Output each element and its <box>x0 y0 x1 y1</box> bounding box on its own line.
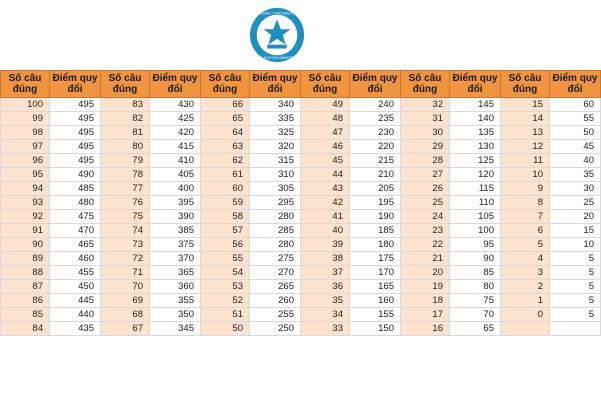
cell-so-cau-dung: 33 <box>301 322 350 336</box>
cell-so-cau-dung: 86 <box>1 294 50 308</box>
header-diem-quy-doi: Điểm quy đổi <box>350 71 401 98</box>
cell-so-cau-dung: 91 <box>1 224 50 238</box>
table-row <box>1 252 601 266</box>
cell-so-cau-dung: 23 <box>401 224 450 238</box>
header-so-cau-dung: Số câu đúng <box>1 71 50 98</box>
cell-diem-quy-doi: 475 <box>50 210 101 224</box>
cell-diem-quy-doi: 15 <box>550 224 601 238</box>
cell-so-cau-dung: 8 <box>501 196 550 210</box>
table-row <box>1 266 601 280</box>
cell-so-cau-dung: 79 <box>101 154 150 168</box>
table-row <box>1 238 601 252</box>
cell-diem-quy-doi: 190 <box>350 210 401 224</box>
table-header-row <box>1 71 601 98</box>
header-so-cau-dung: Số câu đúng <box>201 71 250 98</box>
cell-diem-quy-doi: 65 <box>450 322 501 336</box>
cell-diem-quy-doi: 240 <box>350 98 401 112</box>
cell-diem-quy-doi: 90 <box>450 252 501 266</box>
header-diem-quy-doi: Điểm quy đổi <box>250 71 301 98</box>
cell-so-cau-dung: 28 <box>401 154 450 168</box>
cell-so-cau-dung: 71 <box>101 266 150 280</box>
cell-so-cau-dung: 35 <box>301 294 350 308</box>
cell-so-cau-dung: 45 <box>301 154 350 168</box>
cell-diem-quy-doi: 115 <box>450 182 501 196</box>
cell-diem-quy-doi: 415 <box>150 140 201 154</box>
cell-so-cau-dung: 87 <box>1 280 50 294</box>
cell-diem-quy-doi: 125 <box>450 154 501 168</box>
cell-so-cau-dung: 36 <box>301 280 350 294</box>
cell-so-cau-dung: 73 <box>101 238 150 252</box>
cell-diem-quy-doi: 145 <box>450 98 501 112</box>
cell-diem-quy-doi: 75 <box>450 294 501 308</box>
header-diem-quy-doi: Điểm quy đổi <box>450 71 501 98</box>
cell-so-cau-dung: 22 <box>401 238 450 252</box>
cell-so-cau-dung: 37 <box>301 266 350 280</box>
cell-diem-quy-doi: 155 <box>350 308 401 322</box>
cell-diem-quy-doi: 450 <box>50 280 101 294</box>
cell-diem-quy-doi: 45 <box>550 140 601 154</box>
cell-so-cau-dung: 76 <box>101 196 150 210</box>
cell-so-cau-dung: 4 <box>501 252 550 266</box>
cell-so-cau-dung: 34 <box>301 308 350 322</box>
cell-so-cau-dung: 6 <box>501 224 550 238</box>
cell-so-cau-dung: 15 <box>501 98 550 112</box>
cell-diem-quy-doi: 85 <box>450 266 501 280</box>
university-logo <box>248 6 306 64</box>
cell-so-cau-dung: 49 <box>301 98 350 112</box>
cell-so-cau-dung: 18 <box>401 294 450 308</box>
cell-diem-quy-doi: 430 <box>150 98 201 112</box>
cell-diem-quy-doi: 165 <box>350 280 401 294</box>
cell-so-cau-dung: 72 <box>101 252 150 266</box>
cell-diem-quy-doi: 395 <box>150 196 201 210</box>
cell-diem-quy-doi: 275 <box>250 252 301 266</box>
cell-so-cau-dung: 92 <box>1 210 50 224</box>
cell-so-cau-dung: 31 <box>401 112 450 126</box>
cell-so-cau-dung: 59 <box>201 196 250 210</box>
cell-diem-quy-doi: 20 <box>550 210 601 224</box>
table-row <box>1 168 601 182</box>
cell-so-cau-dung: 40 <box>301 224 350 238</box>
table-row <box>1 294 601 308</box>
cell-so-cau-dung: 97 <box>1 140 50 154</box>
cell-diem-quy-doi: 495 <box>50 154 101 168</box>
cell-so-cau-dung: 20 <box>401 266 450 280</box>
cell-so-cau-dung: 55 <box>201 252 250 266</box>
header-so-cau-dung: Số câu đúng <box>401 71 450 98</box>
cell-diem-quy-doi: 410 <box>150 154 201 168</box>
cell-so-cau-dung <box>501 322 550 336</box>
cell-so-cau-dung: 90 <box>1 238 50 252</box>
cell-diem-quy-doi: 55 <box>550 112 601 126</box>
cell-so-cau-dung: 38 <box>301 252 350 266</box>
cell-so-cau-dung: 78 <box>101 168 150 182</box>
score-conversion-table-wrap <box>0 70 600 334</box>
header-diem-quy-doi: Điểm quy đổi <box>50 71 101 98</box>
cell-diem-quy-doi: 425 <box>150 112 201 126</box>
cell-diem-quy-doi: 215 <box>350 154 401 168</box>
cell-diem-quy-doi: 40 <box>550 154 601 168</box>
cell-so-cau-dung: 75 <box>101 210 150 224</box>
cell-diem-quy-doi: 255 <box>250 308 301 322</box>
table-row <box>1 98 601 112</box>
cell-diem-quy-doi: 95 <box>450 238 501 252</box>
cell-so-cau-dung: 52 <box>201 294 250 308</box>
cell-so-cau-dung: 0 <box>501 308 550 322</box>
cell-diem-quy-doi: 485 <box>50 182 101 196</box>
cell-so-cau-dung: 83 <box>101 98 150 112</box>
cell-diem-quy-doi: 335 <box>250 112 301 126</box>
cell-so-cau-dung: 61 <box>201 168 250 182</box>
cell-so-cau-dung: 47 <box>301 126 350 140</box>
cell-diem-quy-doi: 400 <box>150 182 201 196</box>
cell-diem-quy-doi: 420 <box>150 126 201 140</box>
cell-so-cau-dung: 27 <box>401 168 450 182</box>
cell-diem-quy-doi: 105 <box>450 210 501 224</box>
cell-so-cau-dung: 62 <box>201 154 250 168</box>
cell-diem-quy-doi: 480 <box>50 196 101 210</box>
cell-diem-quy-doi: 285 <box>250 224 301 238</box>
table-row <box>1 210 601 224</box>
cell-so-cau-dung: 68 <box>101 308 150 322</box>
cell-so-cau-dung: 80 <box>101 140 150 154</box>
table-row <box>1 112 601 126</box>
cell-diem-quy-doi: 100 <box>450 224 501 238</box>
cell-so-cau-dung: 94 <box>1 182 50 196</box>
cell-diem-quy-doi: 405 <box>150 168 201 182</box>
cell-so-cau-dung: 77 <box>101 182 150 196</box>
cell-so-cau-dung: 89 <box>1 252 50 266</box>
logo-text-bottom: THAI NGUYEN UNIVERSITY <box>255 56 299 61</box>
cell-so-cau-dung: 25 <box>401 196 450 210</box>
header-so-cau-dung: Số câu đúng <box>501 71 550 98</box>
cell-diem-quy-doi: 260 <box>250 294 301 308</box>
cell-diem-quy-doi: 80 <box>450 280 501 294</box>
cell-so-cau-dung: 46 <box>301 140 350 154</box>
cell-diem-quy-doi: 320 <box>250 140 301 154</box>
cell-diem-quy-doi: 160 <box>350 294 401 308</box>
cell-so-cau-dung: 60 <box>201 182 250 196</box>
cell-so-cau-dung: 30 <box>401 126 450 140</box>
cell-diem-quy-doi: 360 <box>150 280 201 294</box>
cell-diem-quy-doi: 185 <box>350 224 401 238</box>
table-body <box>1 98 601 336</box>
cell-so-cau-dung: 48 <box>301 112 350 126</box>
cell-diem-quy-doi: 5 <box>550 294 601 308</box>
cell-diem-quy-doi: 70 <box>450 308 501 322</box>
table-row <box>1 224 601 238</box>
cell-so-cau-dung: 85 <box>1 308 50 322</box>
cell-so-cau-dung: 5 <box>501 238 550 252</box>
cell-so-cau-dung: 64 <box>201 126 250 140</box>
cell-so-cau-dung: 19 <box>401 280 450 294</box>
cell-diem-quy-doi: 30 <box>550 182 601 196</box>
cell-so-cau-dung: 99 <box>1 112 50 126</box>
cell-so-cau-dung: 88 <box>1 266 50 280</box>
cell-so-cau-dung: 9 <box>501 182 550 196</box>
table-row <box>1 280 601 294</box>
cell-so-cau-dung: 39 <box>301 238 350 252</box>
cell-diem-quy-doi: 220 <box>350 140 401 154</box>
cell-so-cau-dung: 13 <box>501 126 550 140</box>
cell-diem-quy-doi: 25 <box>550 196 601 210</box>
cell-diem-quy-doi: 495 <box>50 140 101 154</box>
cell-diem-quy-doi: 495 <box>50 98 101 112</box>
cell-diem-quy-doi: 390 <box>150 210 201 224</box>
cell-diem-quy-doi: 205 <box>350 182 401 196</box>
cell-so-cau-dung: 16 <box>401 322 450 336</box>
cell-diem-quy-doi: 5 <box>550 252 601 266</box>
cell-so-cau-dung: 12 <box>501 140 550 154</box>
cell-so-cau-dung: 82 <box>101 112 150 126</box>
table-row <box>1 322 601 336</box>
logo-text-top: ĐẠI HỌC THÁI NGUYÊN <box>255 11 299 16</box>
cell-so-cau-dung: 32 <box>401 98 450 112</box>
cell-diem-quy-doi <box>550 322 601 336</box>
cell-diem-quy-doi: 315 <box>250 154 301 168</box>
cell-so-cau-dung: 11 <box>501 154 550 168</box>
cell-so-cau-dung: 7 <box>501 210 550 224</box>
cell-diem-quy-doi: 385 <box>150 224 201 238</box>
cell-so-cau-dung: 24 <box>401 210 450 224</box>
cell-diem-quy-doi: 310 <box>250 168 301 182</box>
cell-diem-quy-doi: 350 <box>150 308 201 322</box>
cell-diem-quy-doi: 355 <box>150 294 201 308</box>
table-row <box>1 154 601 168</box>
cell-diem-quy-doi: 490 <box>50 168 101 182</box>
cell-so-cau-dung: 70 <box>101 280 150 294</box>
cell-diem-quy-doi: 295 <box>250 196 301 210</box>
cell-so-cau-dung: 84 <box>1 322 50 336</box>
cell-diem-quy-doi: 465 <box>50 238 101 252</box>
cell-diem-quy-doi: 370 <box>150 252 201 266</box>
cell-so-cau-dung: 2 <box>501 280 550 294</box>
cell-so-cau-dung: 17 <box>401 308 450 322</box>
cell-so-cau-dung: 65 <box>201 112 250 126</box>
cell-diem-quy-doi: 495 <box>50 126 101 140</box>
header-so-cau-dung: Số câu đúng <box>301 71 350 98</box>
cell-diem-quy-doi: 325 <box>250 126 301 140</box>
cell-so-cau-dung: 56 <box>201 238 250 252</box>
table-row <box>1 126 601 140</box>
cell-so-cau-dung: 26 <box>401 182 450 196</box>
cell-diem-quy-doi: 150 <box>350 322 401 336</box>
cell-so-cau-dung: 54 <box>201 266 250 280</box>
cell-so-cau-dung: 81 <box>101 126 150 140</box>
cell-so-cau-dung: 96 <box>1 154 50 168</box>
cell-diem-quy-doi: 135 <box>450 126 501 140</box>
cell-diem-quy-doi: 460 <box>50 252 101 266</box>
cell-diem-quy-doi: 60 <box>550 98 601 112</box>
cell-so-cau-dung: 98 <box>1 126 50 140</box>
cell-diem-quy-doi: 270 <box>250 266 301 280</box>
cell-diem-quy-doi: 210 <box>350 168 401 182</box>
table-row <box>1 196 601 210</box>
cell-diem-quy-doi: 235 <box>350 112 401 126</box>
table-row <box>1 140 601 154</box>
cell-diem-quy-doi: 250 <box>250 322 301 336</box>
cell-diem-quy-doi: 340 <box>250 98 301 112</box>
cell-so-cau-dung: 58 <box>201 210 250 224</box>
cell-diem-quy-doi: 470 <box>50 224 101 238</box>
cell-diem-quy-doi: 50 <box>550 126 601 140</box>
cell-diem-quy-doi: 5 <box>550 266 601 280</box>
cell-so-cau-dung: 44 <box>301 168 350 182</box>
table-row <box>1 182 601 196</box>
cell-so-cau-dung: 51 <box>201 308 250 322</box>
cell-so-cau-dung: 41 <box>301 210 350 224</box>
cell-so-cau-dung: 67 <box>101 322 150 336</box>
cell-diem-quy-doi: 5 <box>550 308 601 322</box>
cell-diem-quy-doi: 280 <box>250 210 301 224</box>
cell-diem-quy-doi: 175 <box>350 252 401 266</box>
cell-diem-quy-doi: 130 <box>450 140 501 154</box>
cell-so-cau-dung: 43 <box>301 182 350 196</box>
cell-diem-quy-doi: 445 <box>50 294 101 308</box>
cell-so-cau-dung: 63 <box>201 140 250 154</box>
cell-so-cau-dung: 1 <box>501 294 550 308</box>
cell-diem-quy-doi: 345 <box>150 322 201 336</box>
cell-so-cau-dung: 93 <box>1 196 50 210</box>
cell-diem-quy-doi: 230 <box>350 126 401 140</box>
cell-diem-quy-doi: 5 <box>550 280 601 294</box>
cell-diem-quy-doi: 10 <box>550 238 601 252</box>
cell-so-cau-dung: 42 <box>301 196 350 210</box>
cell-diem-quy-doi: 375 <box>150 238 201 252</box>
cell-diem-quy-doi: 120 <box>450 168 501 182</box>
cell-diem-quy-doi: 265 <box>250 280 301 294</box>
cell-diem-quy-doi: 440 <box>50 308 101 322</box>
header-diem-quy-doi: Điểm quy đổi <box>150 71 201 98</box>
cell-diem-quy-doi: 170 <box>350 266 401 280</box>
cell-so-cau-dung: 21 <box>401 252 450 266</box>
cell-so-cau-dung: 57 <box>201 224 250 238</box>
cell-so-cau-dung: 29 <box>401 140 450 154</box>
cell-diem-quy-doi: 495 <box>50 112 101 126</box>
cell-so-cau-dung: 66 <box>201 98 250 112</box>
header-so-cau-dung: Số câu đúng <box>101 71 150 98</box>
cell-so-cau-dung: 95 <box>1 168 50 182</box>
cell-so-cau-dung: 3 <box>501 266 550 280</box>
table-row <box>1 308 601 322</box>
cell-diem-quy-doi: 280 <box>250 238 301 252</box>
cell-so-cau-dung: 14 <box>501 112 550 126</box>
cell-so-cau-dung: 53 <box>201 280 250 294</box>
cell-diem-quy-doi: 35 <box>550 168 601 182</box>
cell-diem-quy-doi: 365 <box>150 266 201 280</box>
cell-diem-quy-doi: 110 <box>450 196 501 210</box>
cell-diem-quy-doi: 435 <box>50 322 101 336</box>
header-diem-quy-doi: Điểm quy đổi <box>550 71 601 98</box>
cell-diem-quy-doi: 305 <box>250 182 301 196</box>
cell-diem-quy-doi: 195 <box>350 196 401 210</box>
cell-diem-quy-doi: 455 <box>50 266 101 280</box>
cell-so-cau-dung: 100 <box>1 98 50 112</box>
cell-so-cau-dung: 69 <box>101 294 150 308</box>
cell-so-cau-dung: 10 <box>501 168 550 182</box>
cell-diem-quy-doi: 140 <box>450 112 501 126</box>
cell-so-cau-dung: 50 <box>201 322 250 336</box>
cell-so-cau-dung: 74 <box>101 224 150 238</box>
cell-diem-quy-doi: 180 <box>350 238 401 252</box>
score-conversion-table <box>0 70 601 336</box>
